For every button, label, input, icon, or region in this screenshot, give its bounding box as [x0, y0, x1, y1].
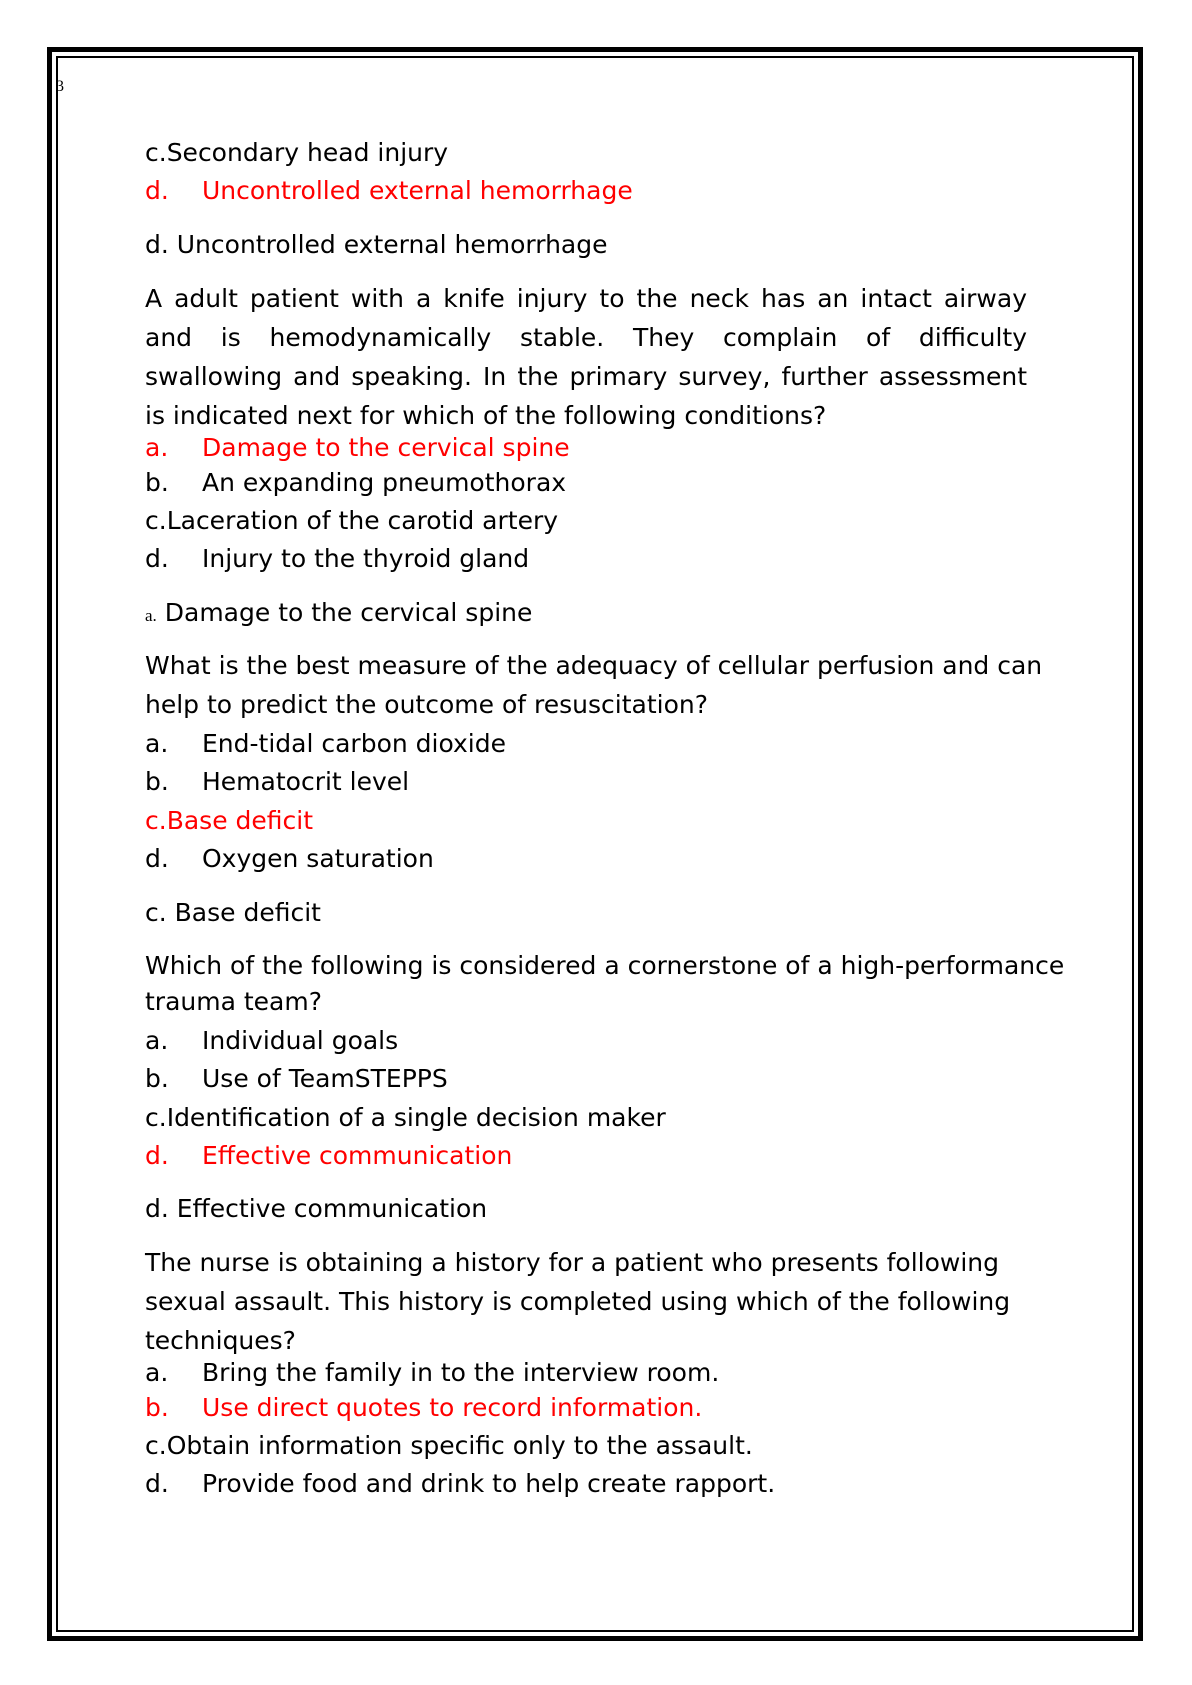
q4-option-d-correct: d. Effective communication — [145, 1141, 513, 1170]
q4-option-c: c.Identification of a single decision maker — [145, 1103, 666, 1132]
q5-option-a: a. Bring the family in to the interview room. — [145, 1358, 720, 1387]
q5-option-d: d. Provide food and drink to help create rapport. — [145, 1469, 776, 1498]
q3-option-b: b. Hematocrit level — [145, 767, 410, 796]
q2-answer: a. Damage to the cervical spine — [145, 598, 533, 627]
q1-option-d-correct: d. Uncontrolled external hemorrhage — [145, 176, 633, 205]
q5-stem-line-1: The nurse is obtaining a history for a patient who presents following — [145, 1248, 999, 1277]
q2-option-a-correct: a. Damage to the cervical spine — [145, 433, 570, 462]
q1-option-c: c.Secondary head injury — [145, 138, 449, 167]
q2-stem-line-4: is indicated next for which of the following conditions? — [145, 401, 827, 430]
q5-stem-line-2: sexual assault. This history is completed using which of the following — [145, 1287, 1011, 1316]
q4-stem-line-2: trauma team? — [145, 987, 322, 1016]
q3-stem-line-2: help to predict the outcome of resuscitation? — [145, 690, 708, 719]
q3-answer: c. Base deficit — [145, 898, 321, 927]
q4-answer: d. Effective communication — [145, 1194, 488, 1223]
q5-stem-line-3: techniques? — [145, 1326, 296, 1355]
q2-stem-line-1: A adult patient with a knife injury to the neck has an intact airway — [145, 284, 1027, 313]
q3-option-c-correct: c.Base deficit — [145, 806, 314, 835]
q3-stem-line-1: What is the best measure of the adequacy of cellular perfusion and can — [145, 651, 1043, 680]
q2-option-d: d. Injury to the thyroid gland — [145, 544, 530, 573]
q3-option-a: a. End-tidal carbon dioxide — [145, 729, 506, 758]
q5-option-b-correct: b. Use direct quotes to record information. — [145, 1393, 703, 1422]
q4-option-a: a. Individual goals — [145, 1026, 399, 1055]
q2-stem-line-2: and is hemodynamically stable. They complain of difficulty — [145, 323, 1027, 352]
q2-option-b: b. An expanding pneumothorax — [145, 468, 567, 497]
page-number: 3 — [56, 78, 64, 95]
q3-option-d: d. Oxygen saturation — [145, 844, 434, 873]
q2-stem-line-3: swallowing and speaking. In the primary survey, further assessment — [145, 362, 1027, 391]
q5-option-c: c.Obtain information specific only to the assault. — [145, 1431, 753, 1460]
q4-option-b: b. Use of TeamSTEPPS — [145, 1064, 448, 1093]
q4-stem-line-1: Which of the following is considered a cornerstone of a high-performance — [145, 951, 1065, 980]
q2-option-c: c.Laceration of the carotid artery — [145, 506, 559, 535]
q1-answer: d. Uncontrolled external hemorrhage — [145, 230, 608, 259]
